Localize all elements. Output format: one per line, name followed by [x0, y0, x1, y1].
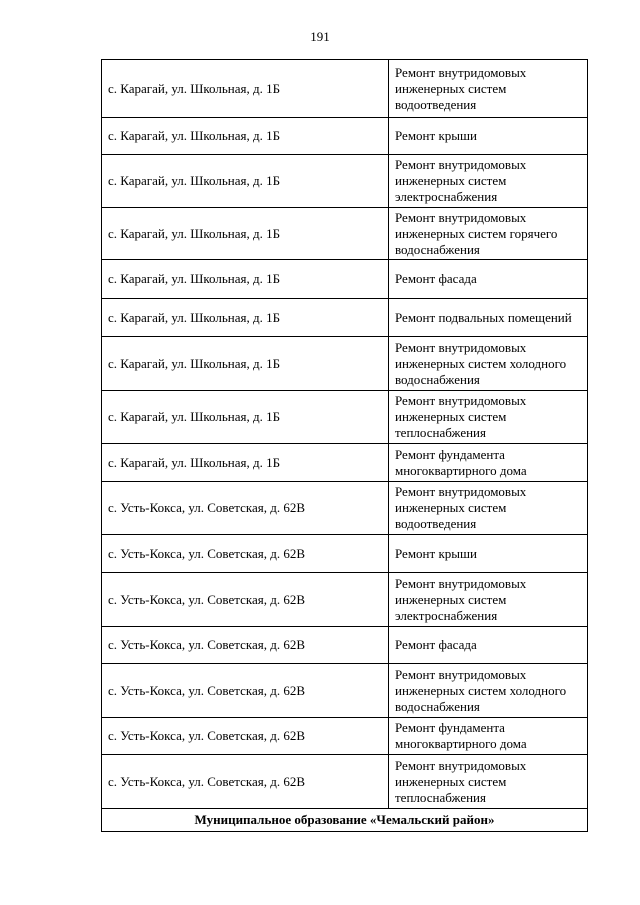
address-cell: с. Карагай, ул. Школьная, д. 1Б — [102, 444, 389, 482]
work-type-cell: Ремонт внутридомовых инженерных систем теплоснабжения — [389, 755, 588, 809]
work-type-cell: Ремонт фасада — [389, 260, 588, 299]
address-cell: с. Карагай, ул. Школьная, д. 1Б — [102, 391, 389, 444]
address-cell: с. Карагай, ул. Школьная, д. 1Б — [102, 337, 389, 391]
address-cell: с. Усть-Кокса, ул. Советская, д. 62В — [102, 718, 389, 755]
address-cell: с. Усть-Кокса, ул. Советская, д. 62В — [102, 535, 389, 573]
table-row — [102, 299, 588, 337]
address-cell: с. Карагай, ул. Школьная, д. 1Б — [102, 155, 389, 208]
work-type-cell: Ремонт внутридомовых инженерных систем холодного водоснабжения — [389, 337, 588, 391]
table-row — [102, 755, 588, 809]
table-row — [102, 718, 588, 755]
address-cell: с. Усть-Кокса, ул. Советская, д. 62В — [102, 755, 389, 809]
address-cell: с. Усть-Кокса, ул. Советская, д. 62В — [102, 627, 389, 664]
work-type-cell: Ремонт внутридомовых инженерных систем электроснабжения — [389, 155, 588, 208]
table-row — [102, 664, 588, 718]
work-type-cell: Ремонт внутридомовых инженерных систем теплоснабжения — [389, 391, 588, 444]
table-row — [102, 391, 588, 444]
table-row — [102, 155, 588, 208]
table-row — [102, 482, 588, 535]
table-row — [102, 627, 588, 664]
table-row — [102, 60, 588, 118]
work-type-cell: Ремонт внутридомовых инженерных систем водоотведения — [389, 60, 588, 118]
address-cell: с. Карагай, ул. Школьная, д. 1Б — [102, 299, 389, 337]
work-type-cell: Ремонт крыши — [389, 118, 588, 155]
address-cell: с. Карагай, ул. Школьная, д. 1Б — [102, 260, 389, 299]
work-type-cell: Ремонт внутридомовых инженерных систем холодного водоснабжения — [389, 664, 588, 718]
work-type-cell: Ремонт крыши — [389, 535, 588, 573]
address-cell: с. Карагай, ул. Школьная, д. 1Б — [102, 208, 389, 260]
work-type-cell: Ремонт внутридомовых инженерных систем электроснабжения — [389, 573, 588, 627]
section-header-row — [102, 809, 588, 832]
work-type-cell: Ремонт подвальных помещений — [389, 299, 588, 337]
table-row — [102, 535, 588, 573]
page-number: 191 — [310, 29, 330, 44]
works-table-body — [102, 60, 588, 832]
address-cell: с. Усть-Кокса, ул. Советская, д. 62В — [102, 573, 389, 627]
work-type-cell: Ремонт фасада — [389, 627, 588, 664]
table-row — [102, 260, 588, 299]
address-cell: с. Карагай, ул. Школьная, д. 1Б — [102, 60, 389, 118]
works-table — [101, 59, 588, 832]
address-cell: с. Карагай, ул. Школьная, д. 1Б — [102, 118, 389, 155]
table-row — [102, 118, 588, 155]
address-cell: с. Усть-Кокса, ул. Советская, д. 62В — [102, 664, 389, 718]
work-type-cell: Ремонт внутридомовых инженерных систем водоотведения — [389, 482, 588, 535]
section-title: Муниципальное образование «Чемальский район» — [102, 809, 588, 832]
work-type-cell: Ремонт фундамента многоквартирного дома — [389, 718, 588, 755]
work-type-cell: Ремонт внутридомовых инженерных систем горячего водоснабжения — [389, 208, 588, 260]
table-row — [102, 444, 588, 482]
table-row — [102, 337, 588, 391]
work-type-cell: Ремонт фундамента многоквартирного дома — [389, 444, 588, 482]
table-row — [102, 573, 588, 627]
address-cell: с. Усть-Кокса, ул. Советская, д. 62В — [102, 482, 389, 535]
table-row — [102, 208, 588, 260]
